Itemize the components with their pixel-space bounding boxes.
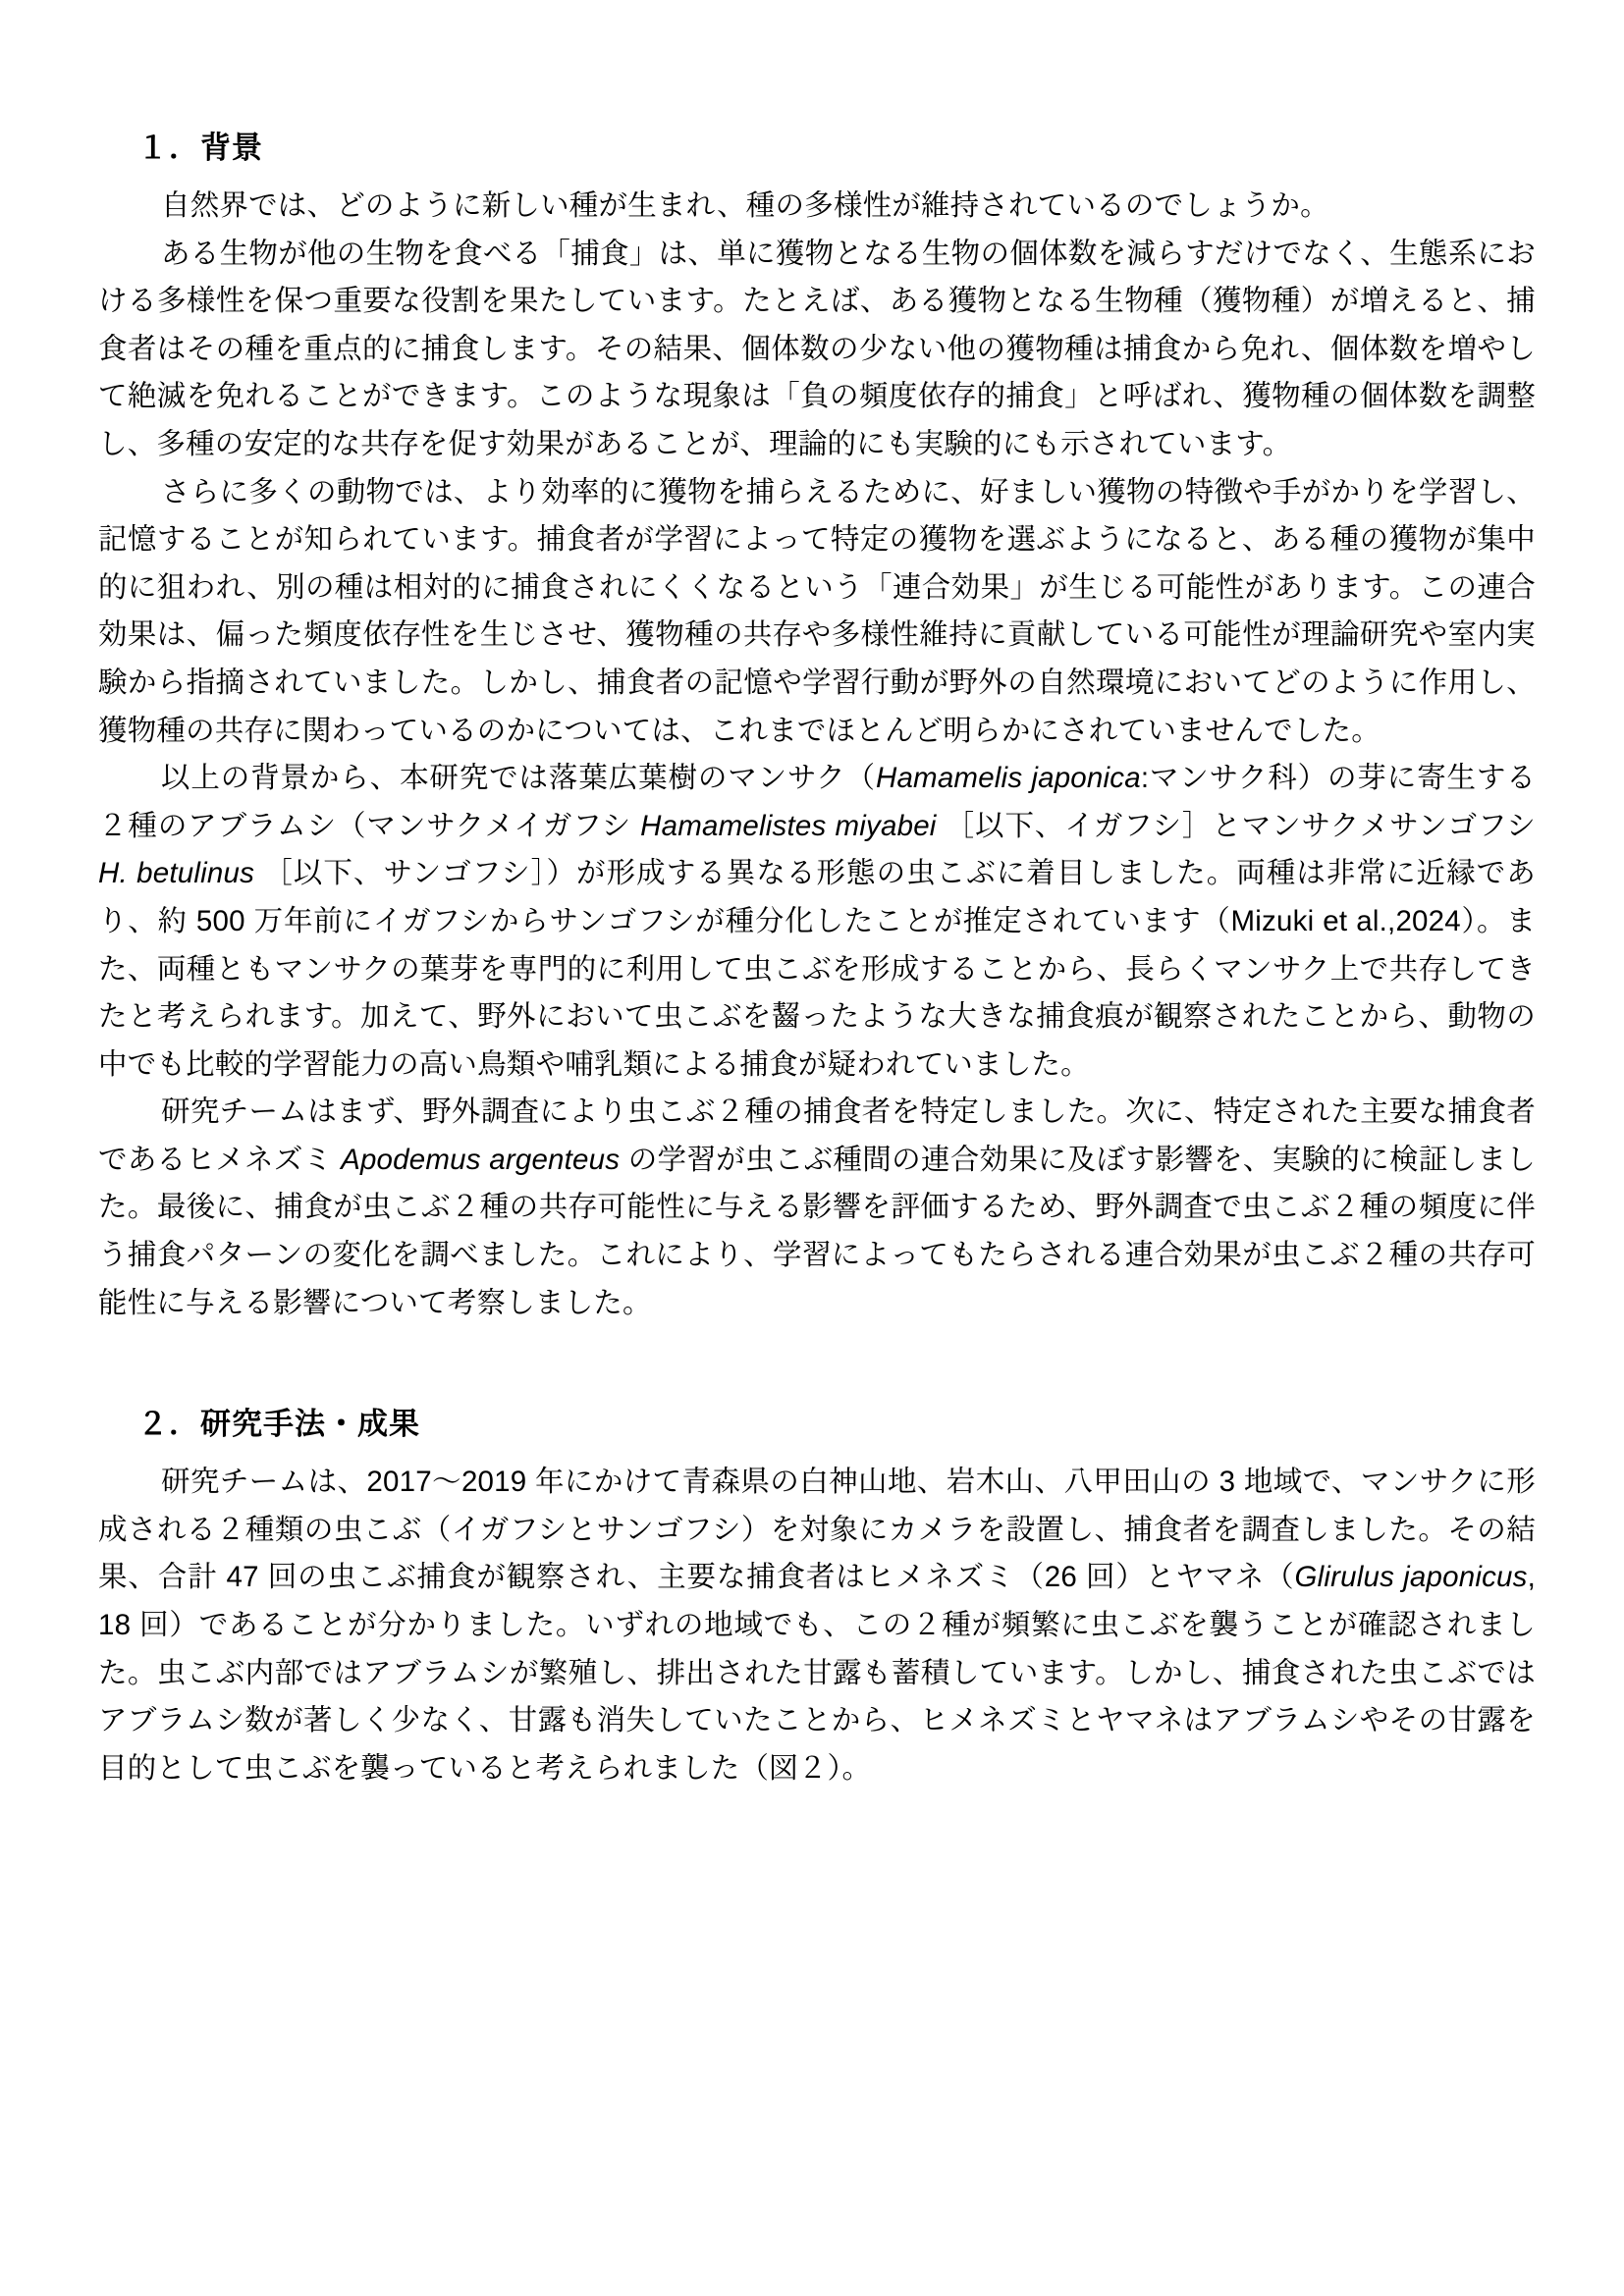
text-run: 研究チームはまず、野外調査により虫こぶ２種の捕食者を特定しました。次に、特定された主要な捕食者であるヒメネズミ (98, 1095, 1536, 1176)
section-background (98, 124, 1536, 1327)
scientific-name-italic: Glirulus japonicus (1294, 1561, 1528, 1594)
section-1-heading: １．背景 (137, 131, 263, 165)
text-run: 自然界では、どのように新しい種が生まれ、種の多様性が維持されているのでしょうか。 (161, 189, 1329, 222)
text-run: 研究チームは、2017～2019 年にかけて青森県の白神山地、岩木山、八甲田山の 3 地域で、マンサクに形成される２種類の虫こぶ（イガフシとサンゴフシ）を対象にカメラを設置し、捕食者を調査しました。その結果、合計 47 回の虫こぶ捕食が観察され、主要な捕食者はヒメネズミ（26 回）とヤマネ（ (98, 1466, 1536, 1594)
text-run: ある生物が他の生物を食べる「捕食」は、単に獲物となる生物の個体数を減らすだけでなく、生態系における多様性を保つ重要な役割を果たしています。たとえば、ある獲物となる生物種（獲物種）が増えると、捕食者はその種を重点的に捕食します。その結果、個体数の少ない他の獲物種は捕食から免れ、個体数を増やして絶滅を免れることができます。このような現象は「負の頻度依存的捕食」と呼ばれ、獲物種の個体数を調整し、多種の安定的な共存を促す効果があることが、理論的にも実験的にも示されています。 (98, 237, 1536, 460)
paragraph (98, 1089, 1536, 1327)
text-run: 以上の背景から、本研究では落葉広葉樹のマンサク（ (161, 762, 876, 795)
text-run: , 18 回）であることが分かりました。いずれの地域でも、この２種が頻繁に虫こぶを襲うことが確認されました。虫こぶ内部ではアブラムシが繁殖し、排出された甘露も蓄積しています。しかし、捕食された虫こぶではアブラムシ数が著しく少なく、甘露も消失していたことから、ヒメネズミとヤマネはアブラムシやその甘露を目的として虫こぶを襲っていると考えられました（図２）。 (98, 1561, 1536, 1785)
scientific-name-italic: Apodemus argenteus (341, 1143, 621, 1176)
text-run: ［以下、イガフシ］とマンサクメサンゴフシ (936, 809, 1537, 842)
text-run: の学習が虫こぶ種間の連合効果に及ぼす影響を、実験的に検証しました。最後に、捕食が虫こぶ２種の共存可能性に与える影響を評価するため、野外調査で虫こぶ２種の頻度に伴う捕食パターンの変化を調べました。これにより、学習によってもたらされる連合効果が虫こぶ２種の共存可能性に与える影響について考察しました。 (98, 1143, 1536, 1319)
scientific-name-italic: Hamamelis japonica (875, 762, 1141, 795)
scientific-name-italic: Hamamelistes miyabei (640, 809, 937, 842)
text-run: さらに多くの動物では、より効率的に獲物を捕らえるために、好ましい獲物の特徴や手がかりを学習し、記憶することが知られています。捕食者が学習によって特定の獲物を選ぶようになると、ある種の獲物が集中的に狙われ、別の種は相対的に捕食されにくくなるという「連合効果」が生じる可能性があります。この連合効果は、偏った頻度依存性を生じさせ、獲物種の共存や多様性維持に貢献している可能性が理論研究や室内実験から指摘されていました。しかし、捕食者の記憶や学習行動が野外の自然環境においてどのように作用し、獲物種の共存に関わっているのかについては、これまでほとんど明らかにされていませんでした。 (98, 475, 1536, 747)
section-methods-results (98, 1400, 1536, 1792)
section-1-body (98, 183, 1536, 1327)
scientific-name-italic: H. betulinus (98, 857, 255, 890)
section-2-heading: ２．研究手法・成果 (137, 1407, 420, 1442)
paragraph (98, 755, 1536, 1089)
paragraph (98, 231, 1536, 469)
paragraph (98, 183, 1536, 231)
paragraph (98, 1459, 1536, 1792)
paragraph (98, 469, 1536, 756)
section-2-body (98, 1459, 1536, 1792)
text-run: ［以下、サンゴフシ］）が形成する異なる形態の虫こぶに着目しました。両種は非常に近縁であり、約 500 万年前にイガフシからサンゴフシが種分化したことが推定されています（Mizuki et al.,2024）。また、両種ともマンサクの葉芽を専門的に利用して虫こぶを形成することから、長らくマンサク上で共存してきたと考えられます。加えて、野外において虫こぶを齧ったような大きな捕食痕が観察されたことから、動物の中でも比較的学習能力の高い鳥類や哺乳類による捕食が疑われていました。 (98, 857, 1536, 1081)
text-run: :マンサク科）の芽に寄生する２種のアブラムシ（マンサクメイガフシ (98, 762, 1536, 842)
